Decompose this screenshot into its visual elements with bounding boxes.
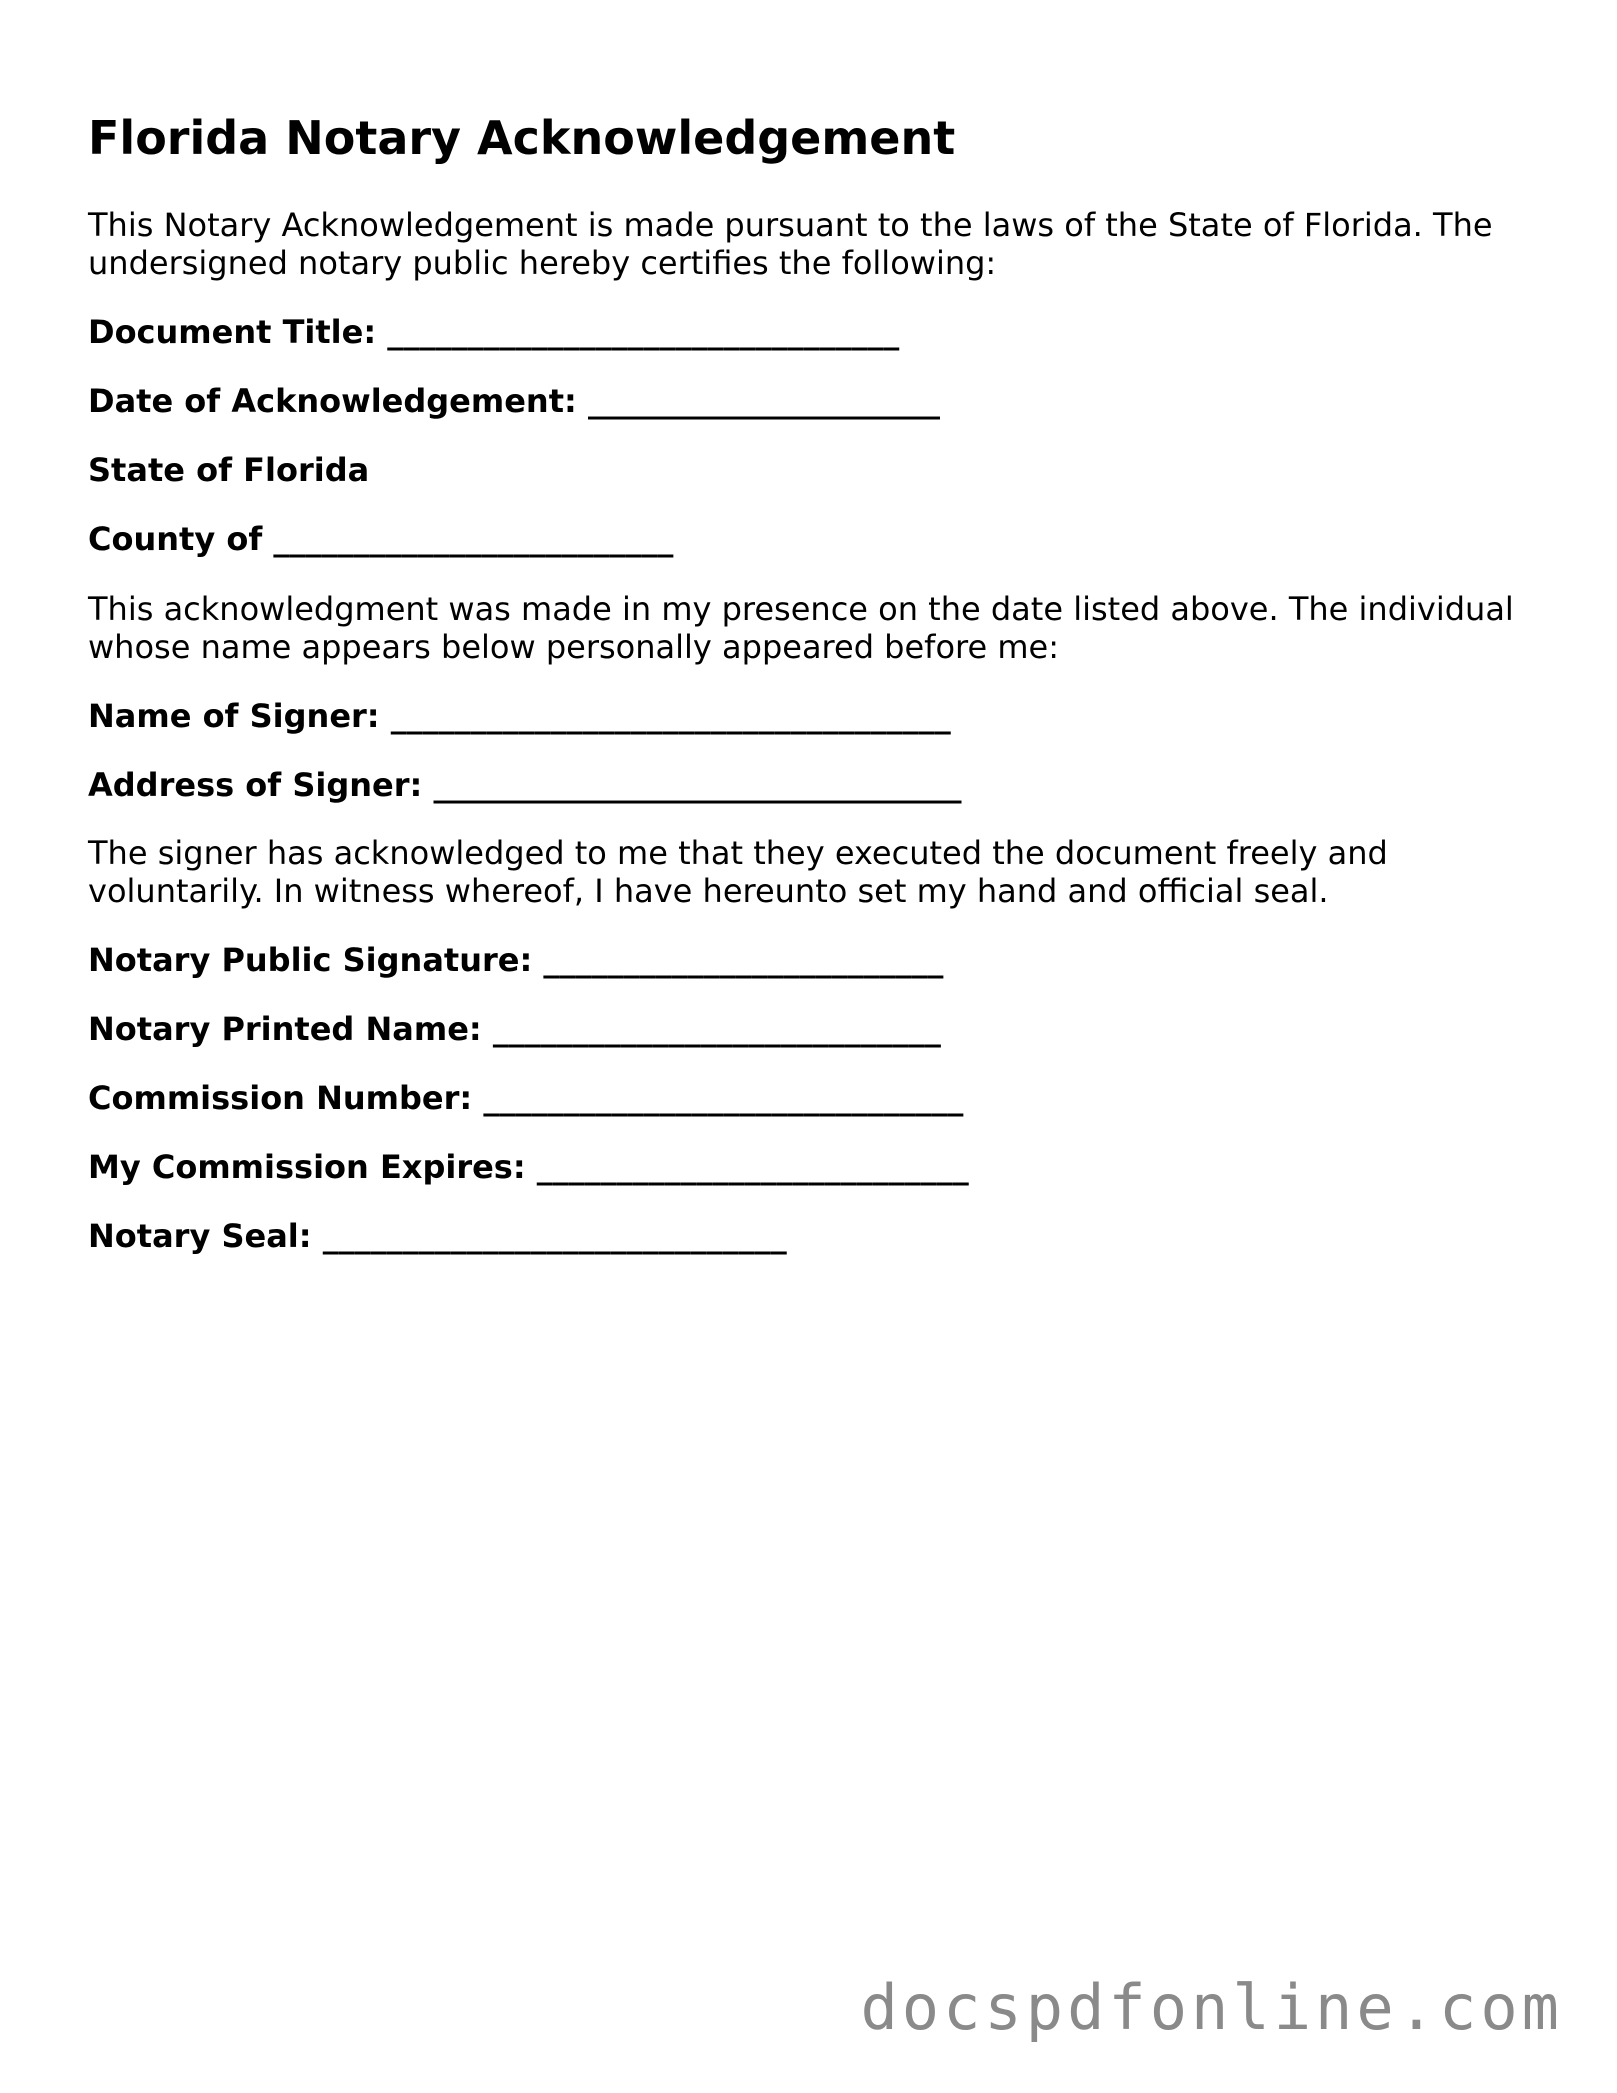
- signer-name-field: [88, 696, 951, 736]
- seal-blank[interactable]: _____________________________: [322, 1217, 787, 1255]
- commission-expires-field: [88, 1147, 969, 1187]
- notary-name-label: Notary Printed Name:: [88, 1010, 482, 1048]
- commission-expires-label: My Commission Expires:: [88, 1148, 526, 1186]
- presence-line-2: whose name appears below personally appeared before me:: [88, 628, 1059, 666]
- document-title-blank[interactable]: ________________________________: [387, 313, 900, 351]
- notary-signature-blank[interactable]: _________________________: [543, 941, 944, 979]
- witness-line-2: voluntarily. In witness whereof, I have hereunto set my hand and official seal.: [88, 872, 1329, 910]
- witness-paragraph: [88, 834, 1528, 910]
- presence-line-1: This acknowledgment was made in my presence on the date listed above. The individual: [88, 590, 1514, 628]
- intro-line-2: undersigned notary public hereby certifies the following:: [88, 244, 997, 282]
- notary-signature-field: [88, 940, 943, 980]
- presence-paragraph: [88, 590, 1528, 666]
- signer-name-label: Name of Signer:: [88, 697, 380, 735]
- commission-expires-blank[interactable]: ___________________________: [536, 1148, 969, 1186]
- notary-seal-field: [88, 1216, 787, 1256]
- seal-label: Notary Seal:: [88, 1217, 312, 1255]
- date-blank[interactable]: ______________________: [587, 382, 940, 420]
- signer-address-field: [88, 765, 961, 805]
- intro-line-1: This Notary Acknowledgement is made pursuant to the laws of the State of Florida. The: [88, 206, 1493, 244]
- county-field: [88, 519, 673, 559]
- notary-name-blank[interactable]: ____________________________: [492, 1010, 941, 1048]
- notary-printed-name-field: [88, 1009, 941, 1049]
- notary-signature-label: Notary Public Signature:: [88, 941, 533, 979]
- date-of-acknowledgement-field: [88, 381, 940, 421]
- signer-address-label: Address of Signer:: [88, 766, 423, 804]
- site-watermark: docspdfonline.com: [860, 1971, 1563, 2044]
- witness-line-1: The signer has acknowledged to me that they executed the document freely and: [88, 834, 1388, 872]
- signer-address-blank[interactable]: _________________________________: [433, 766, 962, 804]
- county-blank[interactable]: _________________________: [273, 520, 674, 558]
- document-title-label: Document Title:: [88, 313, 377, 351]
- commission-number-field: [88, 1078, 963, 1118]
- county-label: County of: [88, 520, 263, 558]
- commission-number-label: Commission Number:: [88, 1079, 473, 1117]
- commission-number-blank[interactable]: ______________________________: [483, 1079, 964, 1117]
- state-label: State of Florida: [88, 451, 370, 489]
- date-label: Date of Acknowledgement:: [88, 382, 577, 420]
- signer-name-blank[interactable]: ___________________________________: [390, 697, 951, 735]
- document-title-field: [88, 312, 899, 352]
- state-line: [88, 450, 369, 490]
- document-title: Florida Notary Acknowledgement: [88, 111, 956, 165]
- intro-paragraph: [88, 206, 1528, 282]
